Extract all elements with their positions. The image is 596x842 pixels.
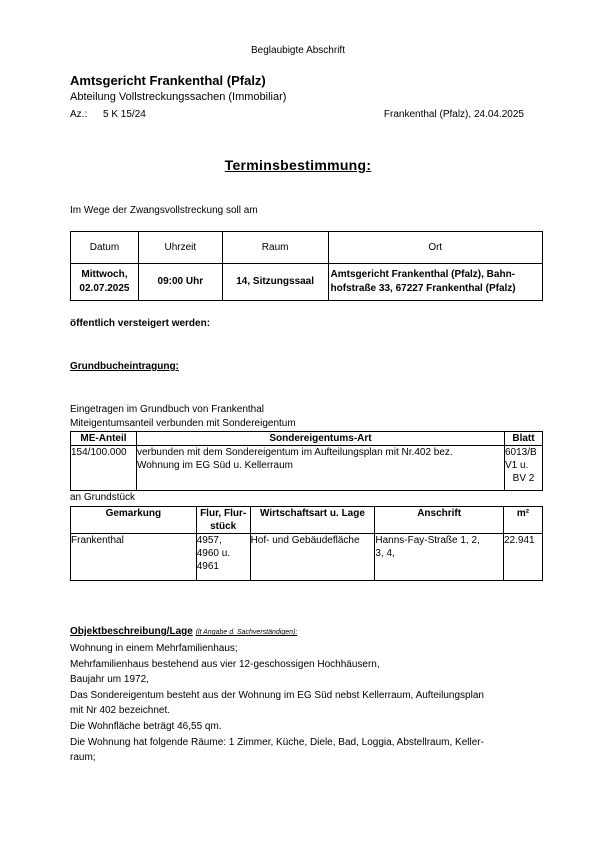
public-auction-text: öffentlich versteigert werden: <box>70 318 211 329</box>
header-wirtschaftsart: Wirtschaftsart u. Lage <box>250 507 375 534</box>
plot-row <box>71 534 543 581</box>
flur-line-1: 4957, <box>196 535 222 546</box>
ownership-line-2: Wohnung im EG Süd u. Kellerraum <box>136 460 293 471</box>
area-value: 22.941 <box>503 534 542 581</box>
register-header-row <box>71 432 543 446</box>
header-raum: Raum <box>222 232 328 264</box>
gemarkung-value: Frankenthal <box>71 534 197 581</box>
description-line: Die Wohnung hat folgende Räume: 1 Zimmer, Küche, Diele, Bad, Loggia, Abstellraum, Keller- <box>70 736 484 748</box>
plot-header-row <box>71 507 543 534</box>
appointment-room: 14, Sitzungssaal <box>222 264 328 301</box>
anschrift-line-1: Hanns-Fay-Straße 1, 2, <box>375 535 480 546</box>
appointment-row <box>71 264 543 301</box>
header-flur-line-2: stück <box>210 521 237 532</box>
date-weekday: Mittwoch, <box>81 269 128 280</box>
appointment-place <box>328 264 542 301</box>
ownership-line-1: verbunden mit dem Sondereigentum im Aufteilungsplan mit Nr.402 bez. <box>136 447 453 458</box>
sheet-line-1: 6013/B <box>505 447 537 458</box>
register-row <box>71 446 543 491</box>
object-heading-line <box>70 626 297 637</box>
object-note: (lt Angabe d. Sachverständigen): <box>195 629 298 636</box>
plot-label: an Grundstück <box>70 492 136 503</box>
description-line: Wohnung in einem Mehrfamilienhaus; <box>70 643 238 654</box>
header-anschrift: Anschrift <box>375 507 504 534</box>
case-number-label: Az.: <box>70 109 88 120</box>
header-ort: Ort <box>328 232 542 264</box>
header-m2: m² <box>503 507 542 534</box>
flur-line-3: 4961 <box>196 561 219 572</box>
description-line: mit Nr 402 bezeichnet. <box>70 705 171 717</box>
wirtschaftsart-value: Hof- und Gebäudefläche <box>250 534 375 581</box>
appointment-date <box>71 264 139 301</box>
header-gemarkung: Gemarkung <box>71 507 197 534</box>
header-uhrzeit: Uhrzeit <box>138 232 222 264</box>
flur-value <box>196 534 250 581</box>
anschrift-value <box>375 534 504 581</box>
land-register-heading: Grundbucheintragung: <box>70 361 179 372</box>
registered-text: Eingetragen im Grundbuch von Frankenthal <box>70 404 265 415</box>
date-value: 02.07.2025 <box>79 283 130 294</box>
header-flur <box>196 507 250 534</box>
anschrift-line-2: 3, 4, <box>375 548 395 559</box>
header-blatt: Blatt <box>505 432 543 446</box>
object-description <box>70 641 484 766</box>
intro-text: Im Wege der Zwangsvollstreckung soll am <box>70 205 258 216</box>
sheet-line-3: BV 2 <box>512 473 535 484</box>
case-number: 5 K 15/24 <box>103 109 146 120</box>
ownership-type <box>136 446 504 491</box>
court-name: Amtsgericht Frankenthal (Pfalz) <box>70 73 266 88</box>
description-line: Das Sondereigentum besteht aus der Wohnung im EG Süd nebst Kellerraum, Aufteilungsplan <box>70 689 484 701</box>
appointment-time: 09:00 Uhr <box>138 264 222 301</box>
sheet-number <box>505 446 543 491</box>
department-name: Abteilung Vollstreckungssachen (Immobiliar) <box>70 91 287 103</box>
header-flur-line-1: Flur, Flur- <box>200 508 247 519</box>
place-line-1: Amtsgericht Frankenthal (Pfalz), Bahn- <box>330 269 516 280</box>
share-type-text: Miteigentumsanteil verbunden mit Sondereigentum <box>70 418 296 429</box>
certified-copy-label: Beglaubigte Abschrift <box>251 45 345 56</box>
description-line: Die Wohnfläche beträgt 46,55 qm. <box>70 720 222 732</box>
object-heading: Objektbeschreibung/Lage <box>70 626 193 637</box>
description-line: Mehrfamilienhaus bestehend aus vier 12-geschossigen Hochhäusern, <box>70 658 380 670</box>
register-table <box>70 431 543 491</box>
appointment-table <box>70 231 543 301</box>
sheet-line-2: V1 u. <box>505 460 529 471</box>
share-value: 154/100.000 <box>71 446 137 491</box>
page-title: Terminsbestimmung: <box>224 157 372 173</box>
header-datum: Datum <box>71 232 139 264</box>
appointment-header-row <box>71 232 543 264</box>
description-line: Baujahr um 1972, <box>70 674 149 686</box>
plot-table <box>70 506 543 581</box>
description-line: raum; <box>70 752 96 764</box>
header-sondereigentum: Sondereigentums-Art <box>136 432 504 446</box>
header-me-anteil: ME-Anteil <box>71 432 137 446</box>
place-date: Frankenthal (Pfalz), 24.04.2025 <box>383 109 524 120</box>
place-line-2: hofstraße 33, 67227 Frankenthal (Pfalz) <box>330 283 516 294</box>
flur-line-2: 4960 u. <box>196 548 231 559</box>
